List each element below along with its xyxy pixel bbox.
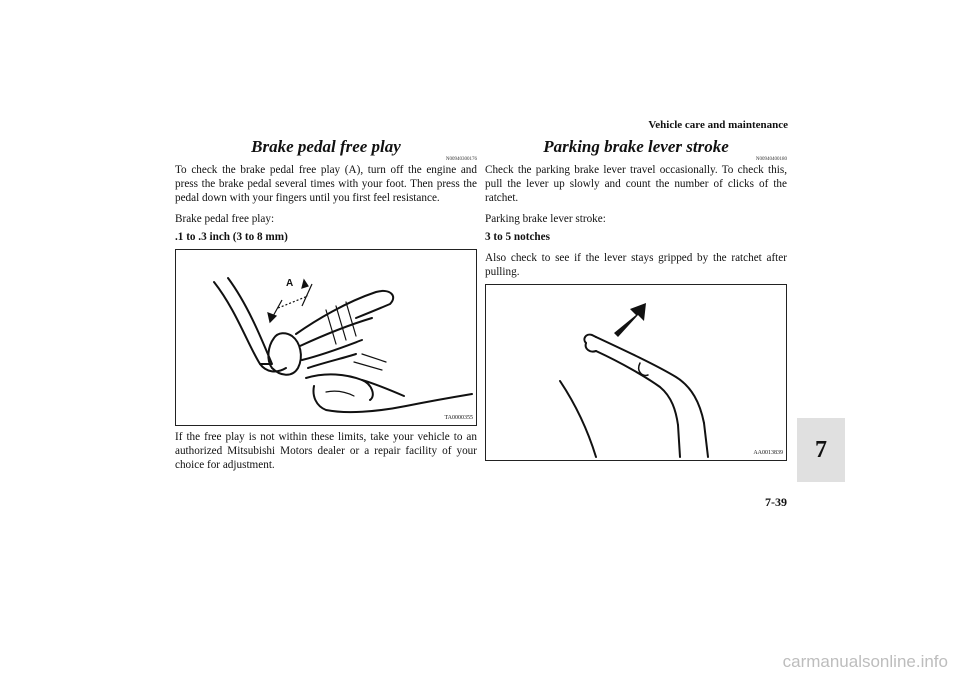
section-heading: Brake pedal free play bbox=[251, 137, 401, 156]
spec-label: Parking brake lever stroke: bbox=[485, 213, 606, 225]
figure-callout: A bbox=[286, 278, 294, 289]
spec-label: Brake pedal free play: bbox=[175, 213, 275, 225]
figure-id: TA0000355 bbox=[444, 415, 473, 421]
intro-paragraph: Check the parking brake lever travel occasionally. To check this, pull the lever up slowly and count the number of clicks of the ratchet. bbox=[485, 164, 787, 204]
parking-brake-figure bbox=[485, 284, 787, 461]
chapter-tab: 7 bbox=[797, 418, 845, 482]
parking-brake-illustration bbox=[486, 285, 787, 461]
spec-value: 3 to 5 notches bbox=[485, 231, 550, 243]
parking-brake-section bbox=[485, 138, 787, 465]
figure-id: AA0013839 bbox=[753, 450, 783, 456]
spec-value: .1 to .3 inch (3 to 8 mm) bbox=[175, 231, 288, 243]
page-number: 7-39 bbox=[765, 495, 787, 509]
section-code: N00940300176 bbox=[445, 157, 477, 162]
brake-pedal-illustration bbox=[176, 250, 477, 426]
brake-pedal-section bbox=[175, 138, 477, 472]
watermark: carmanualsonline.info bbox=[782, 652, 948, 671]
section-heading: Parking brake lever stroke bbox=[543, 137, 729, 156]
intro-paragraph: To check the brake pedal free play (A), turn off the engine and press the brake pedal several times with your foot. Then press the pedal down with your fingers until you first feel resistance. bbox=[175, 164, 477, 204]
running-header: Vehicle care and maintenance bbox=[648, 119, 788, 131]
note-paragraph: Also check to see if the lever stays gripped by the ratchet after pulling. bbox=[485, 252, 787, 278]
section-code: N00940400180 bbox=[755, 157, 787, 162]
note-paragraph: If the free play is not within these limits, take your vehicle to an authorized Mitsubishi Motors dealer or a repair facility of your choice for adjustment. bbox=[175, 431, 477, 471]
brake-pedal-figure bbox=[175, 249, 477, 426]
